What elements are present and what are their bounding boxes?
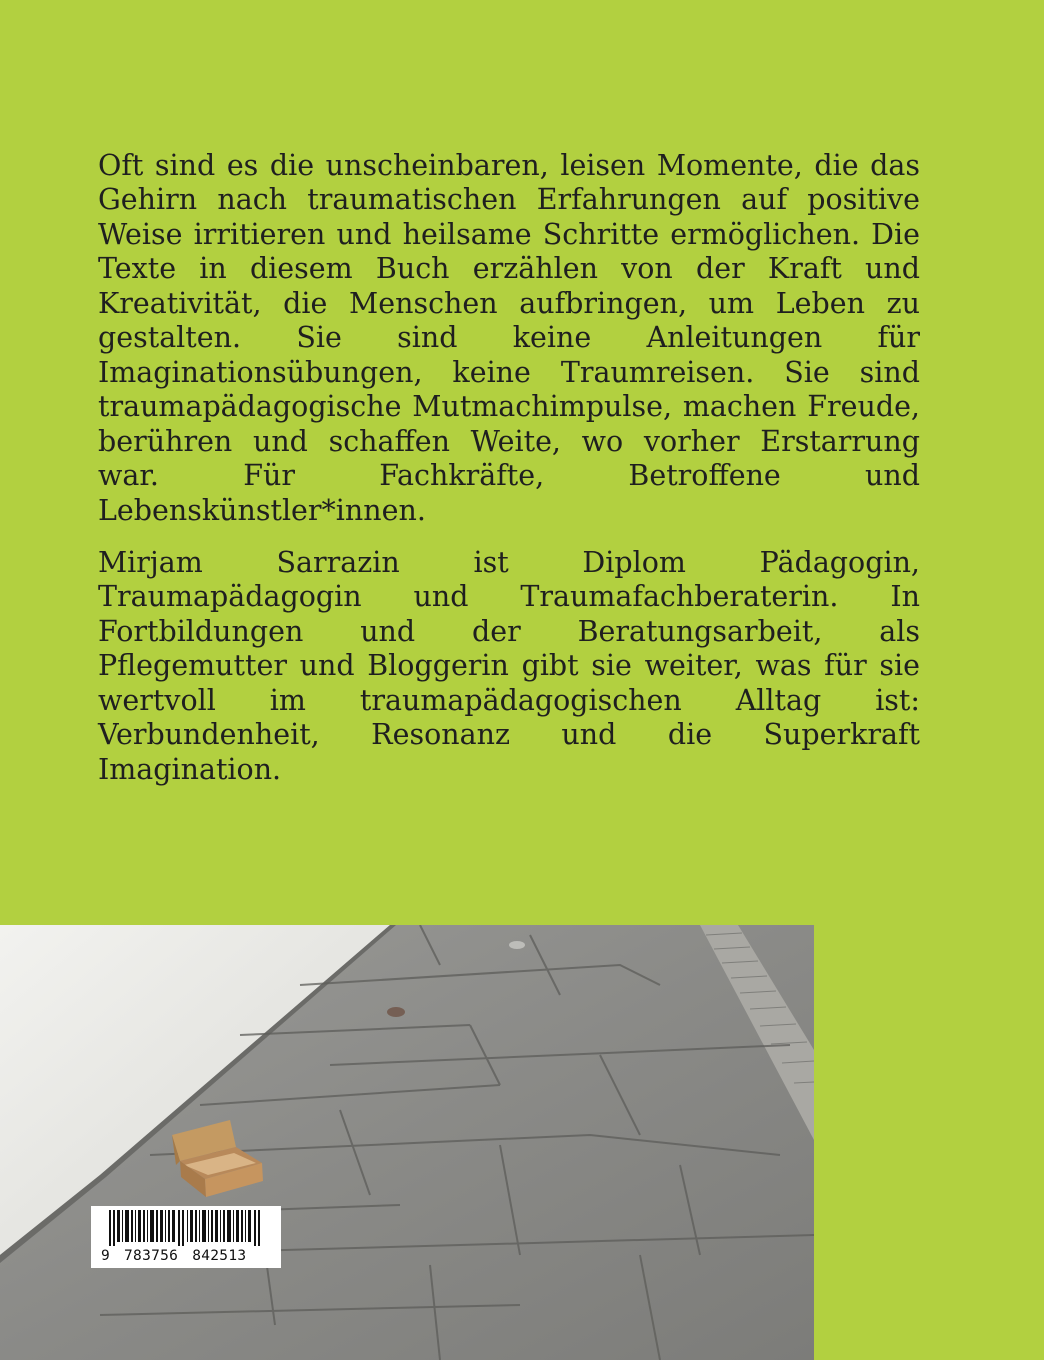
isbn-digits [99,1248,273,1264]
isbn-first-digit: 9 [101,1248,111,1264]
author-bio: Mirjam Sarrazin ist Diplom Pädagogin, Traumapädagogin und Traumafachberaterin. In Fortbildungen und der Beratungsarbeit, als Pflegemutter und Bloggerin gibt sie weiter, was für sie wertvoll im traumapädagogischen Alltag ist: Verbundenheit, Resonanz und die Superkraft Imagination. [98,545,920,786]
isbn-barcode [91,1206,281,1268]
isbn-left-group: 783756 [124,1248,179,1264]
barcode-bars-icon [99,1210,273,1246]
book-blurb: Oft sind es die unscheinbaren, leisen Momente, die das Gehirn nach traumatischen Erfahrungen auf positive Weise irritieren und heilsame Schritte ermöglichen. Die Texte in diesem Buch erzählen von der Kraft und Kreativität, die Menschen aufbringen, um Leben zu gestalten. Sie sind keine Anleitungen für Imaginationsübungen, keine Traumreisen. Sie sind traumapädagogische Mutmachimpulse, machen Freude, berühren und schaffen Weite, wo vorher Erstarrung war. Für Fachkräfte, Betroffene und Lebenskünstler*innen. [98,148,920,527]
sidewalk-photo-illustration [0,925,814,1360]
isbn-right-group: 842513 [192,1248,247,1264]
sidewalk-photo [0,925,814,1360]
